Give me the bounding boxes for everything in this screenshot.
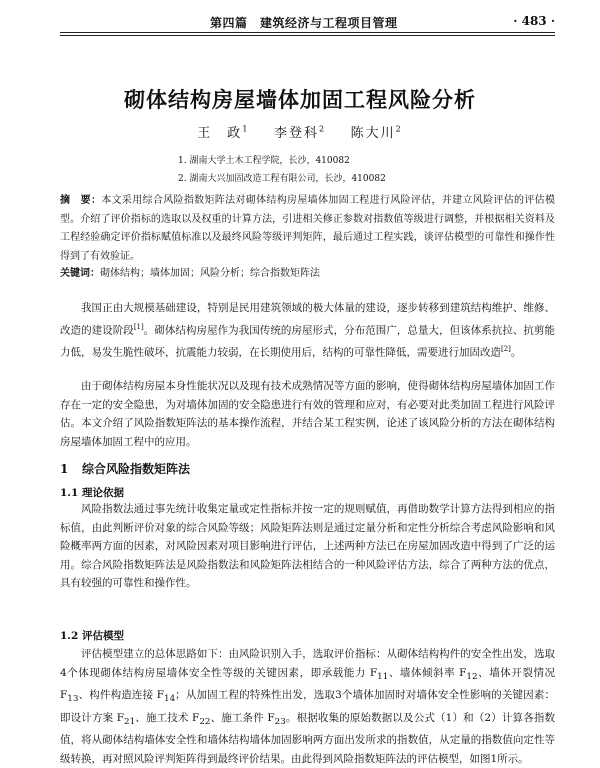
header-rule	[60, 32, 555, 33]
subsection-title: 评估模型	[82, 630, 124, 642]
keywords-text: 砌体结构；墙体加固；风险分析；综合指数矩阵法	[100, 268, 320, 279]
body-paragraph	[60, 645, 555, 768]
paragraph-text: 、墙体倾斜率 F	[388, 666, 467, 679]
subscript: 13	[67, 694, 79, 705]
affiliation: 2. 湖南大兴加固改造工程有限公司，长沙，410082	[178, 174, 386, 184]
intro-paragraph	[60, 299, 555, 362]
keywords	[60, 264, 555, 279]
subscript: 12	[466, 671, 478, 682]
subsection-title: 理论依据	[82, 487, 124, 499]
author-name: 李登科	[273, 126, 319, 141]
abstract-text: 本文采用综合风险指数矩阵法对砌体结构房屋墙体加固工程进行风险评估，并建立风险评估的评估模型。介绍了评价指标的选取以及权重的计算方法，引进相关修正参数对指数值等级进行调整，并根据相关资料及工程经验确定评价指标赋值标准以及最终风险等级评判矩阵，最后通过工程实践，谈评估模型的可靠性和操作性得到了有效验证。	[60, 195, 556, 262]
paragraph-text: 。根据收集的原始数据以及公式（1）和（2）计算各指数值，将从砌体结构墙体安全性和墙体结构墙体加固影响两方面出发所求的指数值，从定量的指数值向定性等级转换，再对照风险评判矩阵得到最终评价结果。由此得到风险指数矩阵法的评估模型，如图1所示。	[60, 711, 556, 765]
header-rule	[60, 35, 555, 36]
body-paragraph: 风险指数法通过事先统计收集定量或定性指标并按一定的规则赋值，再借助数学计算方法得到相应的指标值，由此判断评价对象的综合风险等级；风险矩阵法则是通过定量分析和定性分析综合考虑风险影响和风险概率两方面的因素，对风险因素对项目影响进行评估，上述两种方法已在房屋加固改造中得到了广泛的运用。综合风险指数矩阵法是风险指数法和风险矩阵法相结合的一种风险评估方法，综合了两种方法的优点，具有较强的可靠性和操作性。	[60, 503, 555, 589]
paragraph-text: 、施工技术 F	[135, 711, 200, 724]
paragraph-text: 、构件构造连接 F	[78, 689, 165, 702]
paragraph-text: 我国正由大规模基础建设，特别是民用建筑领域的极大体量的建设，逐步转移到建筑结构维护、维修、改造的建设阶段	[60, 302, 555, 336]
subsection-heading	[60, 485, 124, 500]
paragraph-text: 、施工条件 F	[210, 711, 275, 724]
subsection-heading	[60, 628, 124, 643]
author-list	[0, 122, 600, 141]
author-affiliation-mark: 2	[318, 124, 327, 134]
author-name: 王 政	[197, 126, 243, 141]
paragraph-text: 、墙体开裂情况 F	[60, 666, 556, 702]
intro-paragraph: 由于砌体结构房屋本身性能状况以及现有技术成熟情况等方面的影响，使得砌体结构房屋墙体加固工作存在一定的安全隐患，为对墙体加固的安全隐患进行有效的管理和应对，有必要对此类加固工程进行风险评估。本文介绍了风险指数矩阵法的基本操作流程，并结合某工程实例，论述了该风险分析的方法在砌体结构房屋墙体加固工程中的应用。	[60, 380, 555, 448]
subsection-number: 1.1	[60, 487, 79, 499]
header-section: 第四篇 建筑经济与工程项目管理	[210, 16, 398, 30]
paragraph-text: ；从加固工程的特殊性出发，选取3个墙体加固时对墙体安全性影响的关键因素：即设计方案 F	[60, 689, 555, 724]
subscript: 21	[124, 716, 136, 727]
section-title: 综合风险指数矩阵法	[82, 462, 191, 476]
paragraph-text: 评估模型建立的总体思路如下：由风险识别入手，选取评价指标：从砌体结构构件的安全性出发，选取4个体现砌体结构房屋墙体安全性等级的关键因素，即承载能力 F	[60, 648, 555, 679]
header-page-number: · 483 ·	[513, 14, 555, 28]
author-name: 陈大川	[350, 126, 396, 141]
abstract	[60, 192, 555, 266]
running-header	[60, 14, 555, 36]
page-title: 砌体结构房屋墙体加固工程风险分析	[124, 87, 476, 112]
author-affiliation-mark: 2	[395, 124, 403, 134]
abstract-label: 摘 要：	[60, 195, 102, 206]
citation-ref: [2]	[501, 344, 511, 353]
citation-ref: [1]	[133, 322, 144, 331]
keywords-label: 关键词：	[60, 268, 100, 279]
subscript: 22	[199, 716, 211, 727]
subscript: 23	[274, 716, 286, 727]
paragraph-text: 。	[510, 346, 522, 358]
subscript: 14	[164, 694, 176, 705]
subsection-number: 1.2	[60, 630, 79, 642]
section-number: 1	[60, 462, 69, 476]
affiliation: 1. 湖南大学土木工程学院，长沙，410082	[178, 156, 350, 166]
paragraph-text: 。砌体结构房屋作为我国传统的房屋形式，分布范围广，总量大，但该体系抗拉、抗剪能力低，易发生脆性破坏，抗震能力较弱，在长期使用后，结构的可靠性降低，需要进行加固改造	[60, 324, 556, 358]
section-heading	[60, 460, 190, 477]
subscript: 11	[377, 671, 389, 682]
author-affiliation-mark: 1	[242, 124, 250, 134]
